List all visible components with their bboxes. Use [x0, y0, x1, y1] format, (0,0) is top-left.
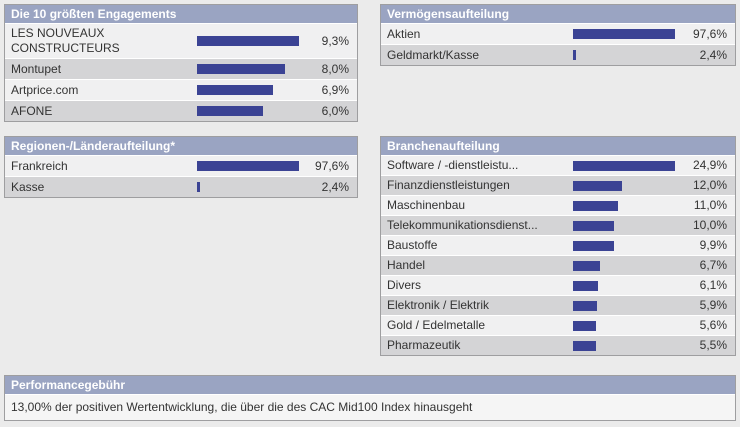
row-label: Kasse [11, 179, 45, 194]
value-bar [573, 221, 614, 231]
bar-cell [573, 201, 681, 211]
asset-allocation-table [381, 23, 735, 65]
bar-cell [197, 36, 305, 46]
row-label: AFONE [11, 103, 53, 118]
table-row [5, 176, 357, 197]
value-bar [573, 181, 622, 191]
value-bar [573, 301, 597, 311]
row-value: 2,4% [699, 47, 727, 62]
value-bar [197, 36, 299, 46]
table-row [381, 255, 735, 275]
value-bar [573, 201, 618, 211]
row-label: Gold / Edelmetalle [387, 318, 486, 332]
value-bar [573, 29, 675, 39]
value-bar [573, 261, 600, 271]
row-label: Geldmarkt/Kasse [387, 47, 480, 62]
row-value: 6,9% [321, 82, 349, 97]
row-value: 24,9% [692, 158, 727, 172]
panel-sector-allocation [380, 136, 736, 356]
table-row [381, 215, 735, 235]
row-label: Maschinenbau [387, 198, 466, 212]
row-label: Software / -dienstleistu... [387, 158, 519, 172]
row-value: 97,6% [314, 158, 349, 173]
value-bar [573, 341, 596, 351]
value-bar [197, 85, 273, 95]
row-label: LES NOUVEAUX CONSTRUCTEURS [11, 26, 120, 55]
bar-cell [197, 161, 305, 171]
table-row [5, 100, 357, 121]
bar-cell [573, 161, 681, 171]
table-row [381, 44, 735, 65]
panel-title: Branchenaufteilung [381, 137, 735, 155]
bar-cell [197, 64, 305, 74]
bar-cell [573, 29, 681, 39]
row-value: 8,0% [321, 61, 349, 76]
bar-cell [573, 50, 681, 60]
bar-cell [197, 85, 305, 95]
table-row [381, 295, 735, 315]
table-row [5, 58, 357, 79]
row-value: 6,7% [699, 258, 727, 272]
row-label: Aktien [387, 26, 421, 41]
table-row [381, 155, 735, 175]
bar-cell [197, 106, 305, 116]
panel-performance-fee [4, 375, 736, 421]
value-bar [197, 106, 263, 116]
table-row [5, 155, 357, 176]
bar-cell [573, 341, 681, 351]
row-label: Artprice.com [11, 82, 79, 97]
table-row [381, 335, 735, 355]
performance-fee-text: 13,00% der positiven Wertentwicklung, die über die des CAC Mid100 Index hinausgeht [5, 394, 735, 420]
row-value: 6,1% [699, 278, 727, 292]
row-label: Baustoffe [387, 238, 438, 252]
row-value: 2,4% [321, 179, 349, 194]
value-bar [573, 321, 596, 331]
value-bar [573, 50, 576, 60]
panel-title: Vermögensaufteilung [381, 5, 735, 23]
value-bar [573, 281, 598, 291]
value-bar [197, 64, 285, 74]
bar-cell [573, 281, 681, 291]
row-label: Finanzdienstleistungen [387, 178, 510, 192]
value-bar [573, 161, 675, 171]
sector-allocation-table [381, 155, 735, 355]
panel-title: Regionen-/Länderaufteilung* [5, 137, 357, 155]
row-label: Pharmazeutik [387, 338, 461, 352]
table-row [5, 79, 357, 100]
table-row [381, 23, 735, 44]
row-value: 5,6% [699, 318, 727, 332]
row-value: 10,0% [692, 218, 727, 232]
row-value: 9,3% [321, 33, 349, 48]
region-allocation-table [5, 155, 357, 197]
panel-title: Performancegebühr [5, 376, 735, 394]
bar-cell [573, 261, 681, 271]
bar-cell [573, 221, 681, 231]
row-label: Divers [387, 278, 422, 292]
row-value: 6,0% [321, 103, 349, 118]
row-value: 11,0% [693, 198, 727, 212]
table-row [381, 235, 735, 255]
row-label: Elektronik / Elektrik [387, 298, 490, 312]
bar-cell [573, 181, 681, 191]
bar-cell [197, 182, 305, 192]
row-label: Frankreich [11, 158, 68, 173]
table-row [381, 315, 735, 335]
holdings-table [5, 23, 357, 121]
value-bar [197, 161, 299, 171]
panel-asset-allocation [380, 4, 736, 66]
row-label: Handel [387, 258, 426, 272]
table-row [381, 275, 735, 295]
bar-cell [573, 241, 681, 251]
panel-top-holdings [4, 4, 358, 122]
bar-cell [573, 321, 681, 331]
table-row [5, 23, 357, 58]
table-row [381, 195, 735, 215]
table-row [381, 175, 735, 195]
value-bar [197, 182, 200, 192]
panel-region-allocation [4, 136, 358, 198]
row-value: 9,9% [699, 238, 727, 252]
row-label: Montupet [11, 61, 62, 76]
row-value: 97,6% [692, 26, 727, 41]
row-value: 5,5% [699, 338, 727, 352]
row-value: 5,9% [699, 298, 727, 312]
value-bar [573, 241, 614, 251]
row-label: Telekommunikationsdienst... [387, 218, 538, 232]
panel-title: Die 10 größten Engagements [5, 5, 357, 23]
row-value: 12,0% [692, 178, 727, 192]
bar-cell [573, 301, 681, 311]
